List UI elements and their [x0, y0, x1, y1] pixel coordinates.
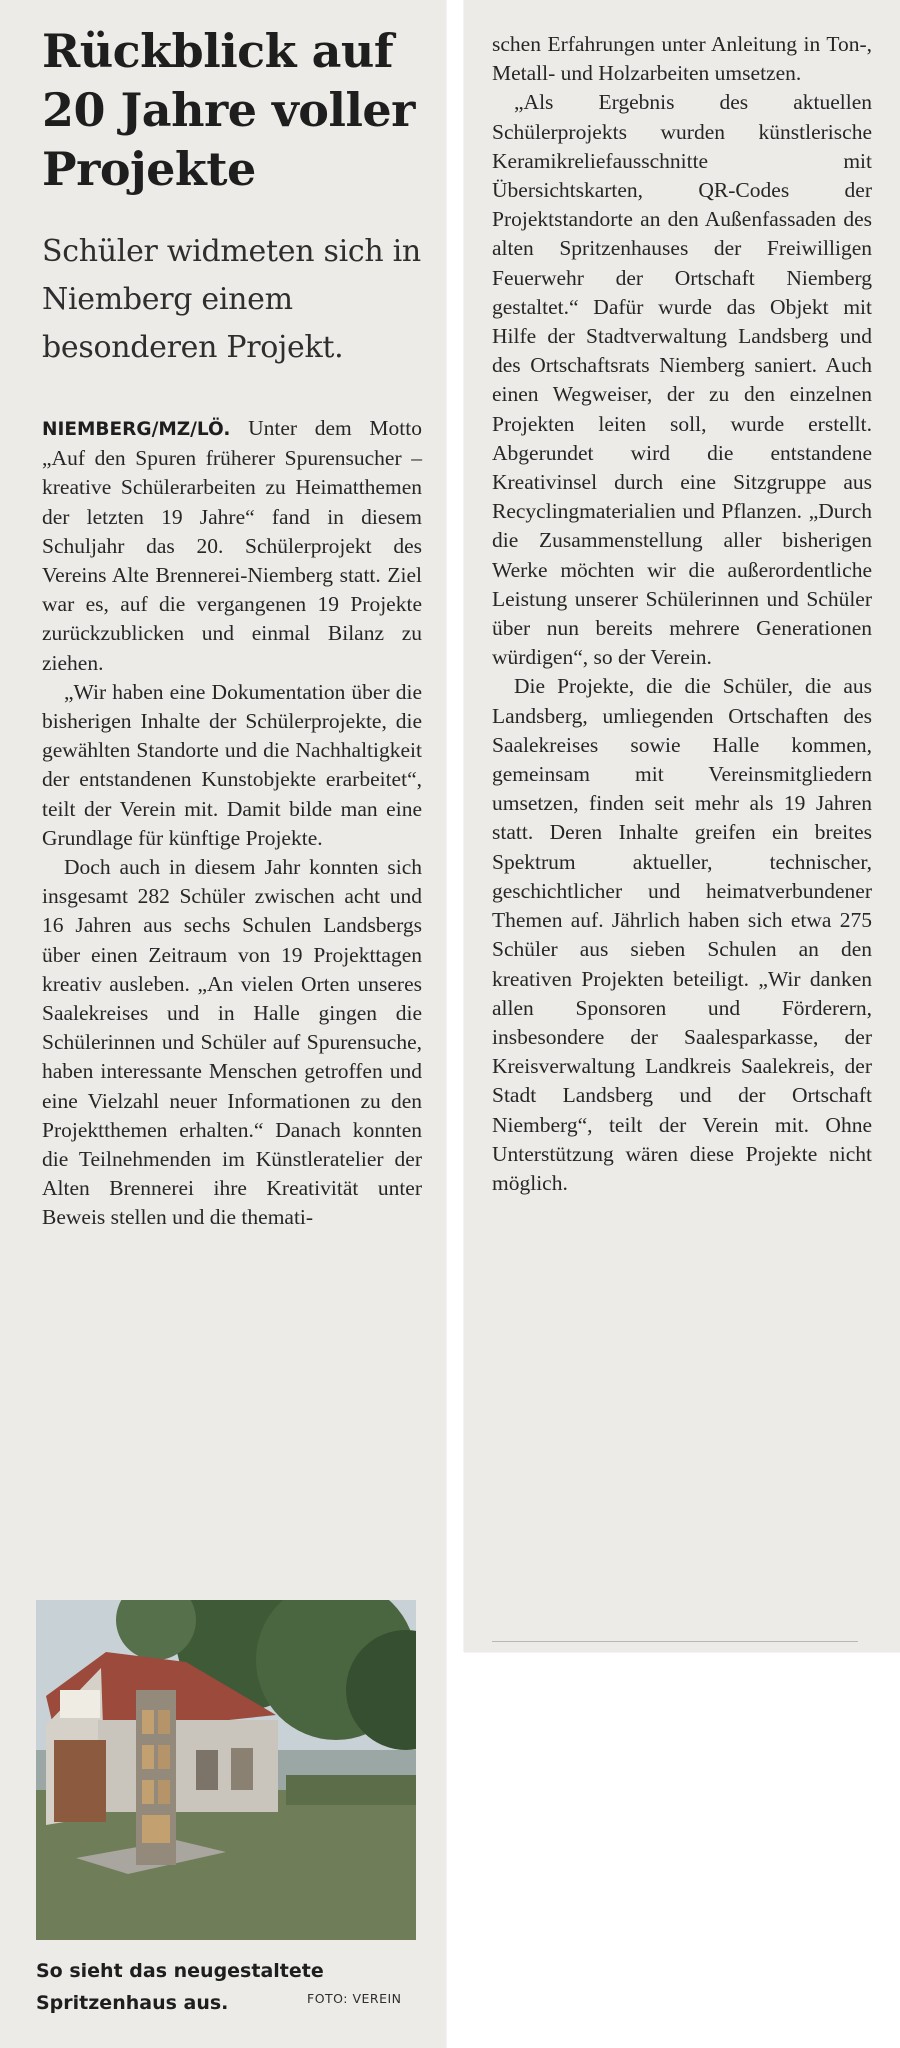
article-column-left: [42, 414, 422, 1233]
right-clipping: [464, 0, 900, 1652]
sign-board: [60, 1690, 100, 1718]
divider: [492, 1641, 858, 1642]
paragraph-text: Unter dem Motto „Auf den Spuren früherer Spurensucher – kreative Schülerarbeiten zu Heimatthemen der letzten 19 Jahre“ fand in diesem Schuljahr das 20. Schülerprojekt des Vereins Alte Brennerei-Niemberg statt. Ziel war es, auf die vergangenen 19 Projekte zurückzublicken und einmal Bilanz zu ziehen.: [42, 416, 422, 675]
paragraph: Die Projekte, die die Schüler, die aus Landsberg, umliegenden Ortschaften des Saalekreises sowie Halle kommen, gemeinsam mit Vereinsmitgliedern umsetzen, finden seit mehr als 19 Jahren statt. Deren Inhalte greifen ein breites Spektrum aktueller, technischer, geschichtlicher und heimatverbundener Themen auf. Jährlich haben sich etwa 275 Schüler aus sieben Schulen an den kreativen Projekten beteiligt. „Wir danken allen Sponsoren und Förderern, insbesondere der Saalesparkasse, der Kreisverwaltung Landkreis Saalekreis, der Stadt Landsberg und der Ortschaft Niemberg“, teilt der Verein mit. Ohne Unterstützung wären diese Projekte nicht möglich.: [492, 674, 872, 1195]
paragraph: „Als Ergebnis des aktuellen Schülerprojekts wurden künstlerische Keramikreliefausschnitte mit Übersichtskarten, QR-Codes der Projektstandorte an den Außenfassaden des alten Spritzenhauses der Freiwilligen Feuerwehr der Ortschaft Niemberg gestaltet.“ Dafür wurde das Objekt mit Hilfe der Stadtverwaltung Landsberg und des Ortschaftsrats Niemberg saniert. Auch einen Wegweiser, der zu den einzelnen Projekten leiten soll, wurde erstellt. Abgerundet wird die entstandene Kreativinsel durch eine Sitzgruppe aus Recyclingmaterialien und Pflanzen. „Durch die Zusammenstellung aller bisherigen Werke möchten wir die außerordentliche Leistung unserer Schülerinnen und Schüler über nun bereits mehrere Generationen würdigen“, so der Verein.: [492, 90, 872, 670]
photo-credit: FOTO: VEREIN: [307, 1991, 402, 2006]
headline: Rückblick auf 20 Jahre voller Projekte: [42, 24, 415, 196]
photo-caption: So sieht das neugestaltete Spritzenhaus aus.: [36, 1960, 324, 2014]
left-clipping: [0, 0, 446, 2048]
paragraph: Doch auch in diesem Jahr konnten sich insgesamt 282 Schüler zwischen acht und 16 Jahren aus sechs Schulen Landsbergs über einen Zeitraum von 19 Projekttagen kreativ ausleben. „An vielen Orten unseres Saalekreises und in Halle gingen die Schülerinnen und Schüler auf Spurensuche, haben interessante Menschen getroffen und eine Vielzahl neuer Informationen zu den Projektthemen erhalten.“ Danach konnten die Teilnehmenden im Künstleratelier der Alten Brennerei ihre Kreativität unter Beweis stellen und die themati-: [42, 855, 422, 1230]
fire-station-photo: [36, 1600, 416, 1940]
dateline: NIEMBERG/MZ/LÖ.: [42, 419, 231, 440]
subheadline: Schüler widmeten sich in Niemberg einem besonderen Projekt.: [42, 234, 421, 365]
paragraph: „Wir haben eine Dokumentation über die bisherigen Inhalte der Schülerprojekte, die gewählten Standorte und die Nachhaltigkeit der entstandenen Kunstobjekte erarbeitet“, teilt der Verein mit. Damit bilde man eine Grundlage für künftige Projekte.: [42, 679, 422, 850]
article-column-right: [492, 30, 872, 1198]
paragraph: [42, 414, 422, 678]
paragraph: schen Erfahrungen unter Anleitung in Ton-, Metall- und Holzarbeiten umsetzen.: [492, 32, 872, 86]
fire-station-image: [36, 1600, 416, 1940]
garage-door: [54, 1740, 106, 1822]
